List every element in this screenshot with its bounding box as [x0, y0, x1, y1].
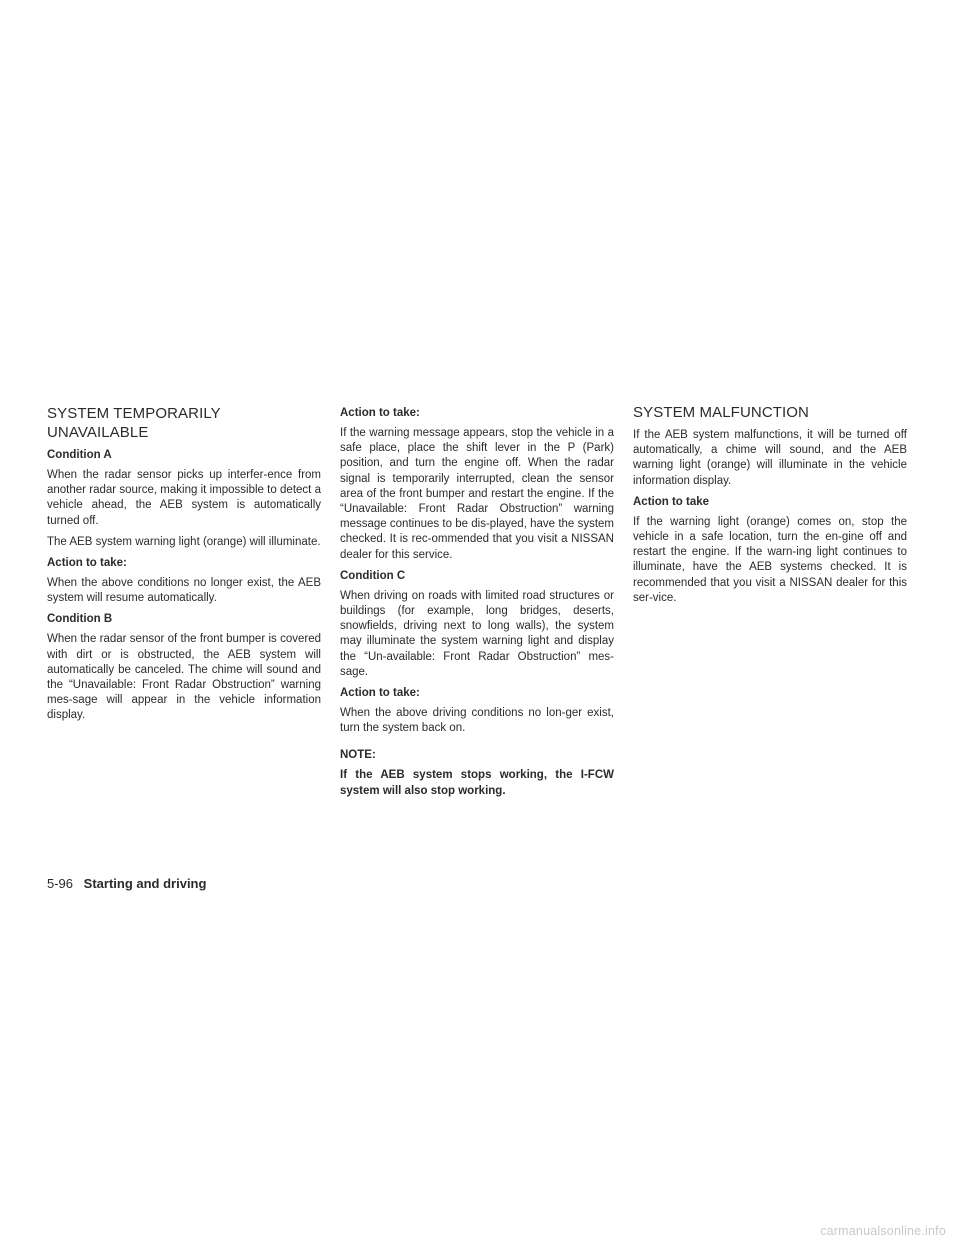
section-heading-system-malfunction: SYSTEM MALFUNCTION	[633, 404, 809, 421]
section-heading-temporarily-unavailable: SYSTEM TEMPORARILY UNAVAILABLE	[47, 405, 221, 441]
column-left	[47, 404, 321, 730]
malfunction-action-text: If the warning light (orange) comes on, stop the vehicle in a safe location, turn the en-gine off and restart the engine. If the warn-ing light continues to illuminate, have the AEB systems checked. It is recommended that you visit a NISSAN dealer for this ser-vice.	[633, 515, 907, 604]
condition-c-text: When driving on roads with limited road structures or buildings (for example, long bridges, deserts, snowfields, driving next to long walls), the system may illuminate the system warning light and display the “Un-available: Front Radar Obstruction” mes-sage.	[340, 589, 614, 678]
footer-section-title: Starting and driving	[83, 876, 207, 891]
condition-b-title: Condition B	[47, 613, 113, 626]
action-c-text: When the above driving conditions no lon-ger exist, turn the system back on.	[340, 707, 614, 735]
watermark: carmanualsonline.info	[820, 1224, 946, 1238]
page-number: 5-96	[47, 876, 74, 891]
warning-light-text: The AEB system warning light (orange) will illuminate.	[47, 535, 321, 548]
action-b-text: If the warning message appears, stop the vehicle in a safe place, place the shift lever in the P (Park) position, and turn the engine off. When the radar signal is temporarily interrupted, clean the sensor area of the front bumper and restart the engine. If the “Unavailable: Front Radar Obstruction” warning message continues to be dis-played, have the system checked. It is rec-ommended that you visit a NISSAN dealer for this service.	[340, 427, 614, 561]
note-title: NOTE:	[340, 749, 376, 762]
action-a-title: Action to take:	[47, 557, 127, 570]
action-c-title: Action to take:	[340, 687, 420, 700]
column-right	[633, 404, 907, 612]
condition-c-title: Condition C	[340, 569, 406, 582]
column-middle	[340, 406, 614, 805]
malfunction-action-title: Action to take	[633, 495, 710, 508]
malfunction-text: If the AEB system malfunctions, it will be turned off automatically, a chime will sound, and the AEB warning light (orange) will illuminate in the vehicle information display.	[633, 429, 907, 487]
page-footer	[47, 876, 206, 891]
condition-a-title: Condition A	[47, 449, 112, 461]
action-a-text: When the above conditions no longer exist, the AEB system will resume automatically.	[47, 577, 321, 605]
note-text: If the AEB system stops working, the I-FCW system will also stop working.	[340, 769, 614, 797]
action-b-title: Action to take:	[340, 407, 420, 419]
condition-a-text: When the radar sensor picks up interfer-ence from another radar source, making it impossible to detect a vehicle ahead, the AEB system is automatically turned off.	[47, 469, 321, 527]
condition-b-text: When the radar sensor of the front bumper is covered with dirt or is obstructed, the AEB system will automatically be canceled. The chime will sound and the “Unavailable: Front Radar Obstruction” warning mes-sage will appear in the vehicle information display.	[47, 633, 321, 722]
